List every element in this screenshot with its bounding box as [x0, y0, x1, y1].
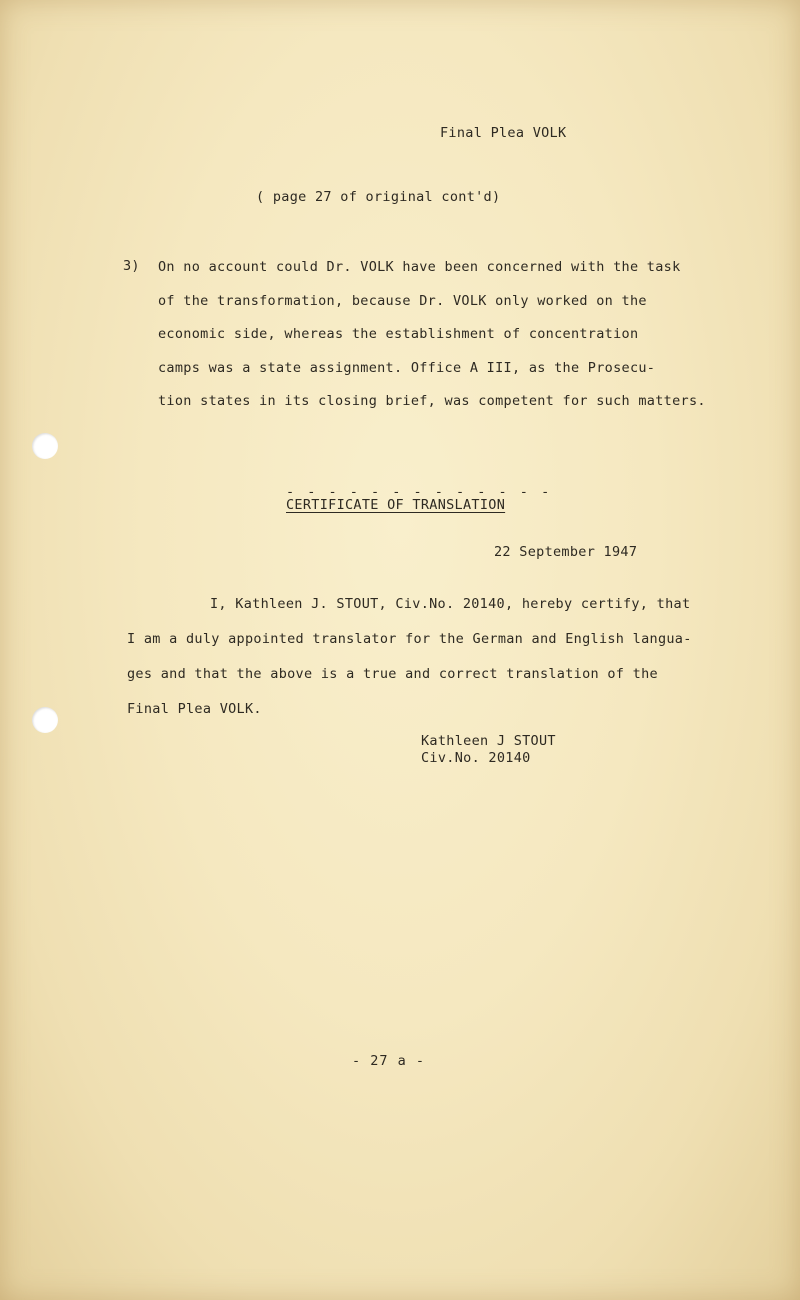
signature-block [421, 733, 556, 767]
certificate-line: I am a duly appointed translator for the German and English langua- [127, 631, 692, 647]
certificate-line: I, Kathleen J. STOUT, Civ.No. 20140, hereby certify, that [210, 596, 691, 612]
punch-hole-upper [32, 433, 58, 459]
certificate-title: CERTIFICATE OF TRANSLATION [286, 497, 506, 513]
paragraph-line: tion states in its closing brief, was competent for such matters. [158, 393, 706, 409]
certificate-dash-rule: - - - - - - - - - - - - - [286, 484, 552, 500]
page-reference: ( page 27 of original cont'd) [256, 189, 501, 205]
paragraph-line: camps was a state assignment. Office A III, as the Prosecu- [158, 359, 656, 376]
certificate-body [127, 595, 692, 735]
document-header: Final Plea VOLK [440, 125, 567, 141]
punch-hole-lower [32, 707, 58, 733]
paragraph-line: economic side, whereas the establishment of concentration [158, 326, 639, 342]
certificate-date: 22 September 1947 [494, 544, 638, 560]
paragraph-line: of the transformation, because Dr. VOLK only worked on the [158, 292, 647, 309]
signature-name: Kathleen J STOUT [421, 733, 556, 749]
item-number: 3) [123, 258, 140, 274]
page-number: - 27 a - [352, 1053, 426, 1069]
certificate-line: ges and that the above is a true and correct translation of the [127, 666, 658, 682]
certificate-line: Final Plea VOLK. [127, 701, 262, 717]
paragraph-line: On no account could Dr. VOLK have been concerned with the task [158, 259, 681, 275]
signature-civ-number: Civ.No. 20140 [421, 750, 531, 766]
body-paragraph [158, 258, 706, 426]
